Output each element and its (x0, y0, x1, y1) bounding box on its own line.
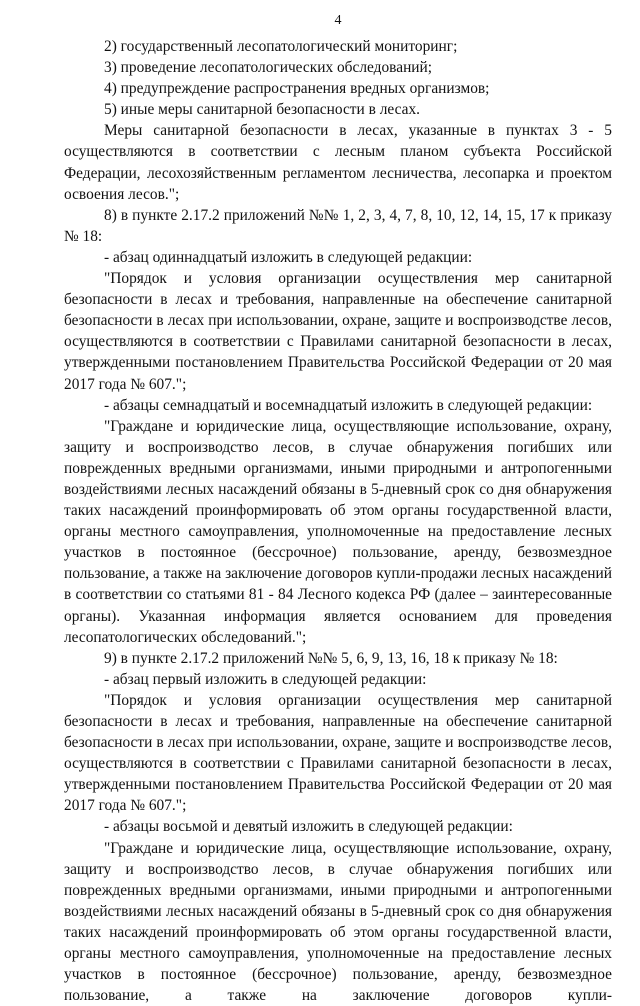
paragraph-item-9: 9) в пункте 2.17.2 приложений №№ 5, 6, 9, 13, 16, 18 к приказу № 18: (104, 649, 558, 667)
paragraph-item-8-b: - абзацы семнадцатый и восемнадцатый изложить в следующей редакции: (104, 396, 593, 414)
paragraph-item-9-a-text: "Порядок и условия организации осуществления мер санитарной безопасности в лесах и требования, направленные на обеспечение санитарной безопасности в лесах при использовании, охране, защите и воспроизводстве лесов, осуществляются в соответствии с Правилами санитарной безопасности в лесах, утвержденными постановлением Правительства Российской Федерации от 20 мая 2017 года № 607."; (64, 691, 612, 815)
document-page (64, 0, 612, 1006)
paragraph-list-3: 3) проведение лесопатологических обследований; (104, 59, 433, 77)
paragraph-list-5: 5) иные меры санитарной безопасности в лесах. (104, 101, 420, 119)
document-body (64, 36, 612, 1006)
paragraph-list-2: 2) государственный лесопатологический мониторинг; (104, 38, 458, 55)
paragraph-item-9-a: - абзац первый изложить в следующей редакции: (104, 670, 427, 688)
paragraph-item-9-b: - абзацы восьмой и девятый изложить в следующей редакции: (104, 818, 513, 836)
paragraph-item-8: 8) в пункте 2.17.2 приложений №№ 1, 2, 3, 4, 7, 8, 10, 12, 14, 15, 17 к приказу № 18: (64, 206, 612, 245)
paragraph-item-8-b-text: "Граждане и юридические лица, осуществляющие использование, охрану, защиту и воспроизводство лесов, в случае обнаружения погибших или поврежденных вредными организмами, иными природными и антропогенными воздействиями лесных насаждений обязаны в 5-дневный срок со дня обнаружения таких насаждений проинформировать об этом органы государственной власти, органы местного самоуправления, уполномоченные на предоставление лесных участков в постоянное (бессрочное) пользование, аренду, безвозмездное пользование, а также на заключение договоров купли-продажи лесных насаждений в соответствии со статьями 81 - 84 Лесного кодекса РФ (далее – заинтересованные органы). Указанная информация является основанием для проведения лесопатологических обследований."; (64, 417, 612, 646)
paragraph-measures: Меры санитарной безопасности в лесах, указанные в пунктах 3 - 5 осуществляются в соответствии с лесным планом субъекта Российской Федерации, лесохозяйственным регламентом лесничества, лесопарка и проектом освоения лесов."; (64, 122, 612, 203)
paragraph-item-8-a: - абзац одиннадцатый изложить в следующей редакции: (104, 248, 473, 266)
paragraph-list-4: 4) предупреждение распространения вредных организмов; (104, 80, 490, 98)
paragraph-item-8-a-text: "Порядок и условия организации осуществления мер санитарной безопасности в лесах и требования, направленные на обеспечение санитарной безопасности в лесах при использовании, охране, защите и воспроизводстве лесов, осуществляются в соответствии с Правилами санитарной безопасности в лесах, утвержденными постановлением Правительства Российской Федерации от 20 мая 2017 года № 607."; (64, 270, 612, 393)
paragraph-item-9-b-text: "Граждане и юридические лица, осуществляющие использование, охрану, защиту и воспроизводство лесов, в случае обнаружения погибших или поврежденных вредными организмами, иными природными и антропогенными воздействиями лесных насаждений обязаны в 5-дневный срок со дня обнаружения таких насаждений проинформировать об этом органы государственной власти, органы местного самоуправления, уполномоченные на предоставление лесных участков в постоянное (бессрочное) пользование, аренду, безвозмездное пользование, а также на заключение договоров купли- (64, 839, 612, 1005)
page-number: 4 (334, 13, 342, 28)
